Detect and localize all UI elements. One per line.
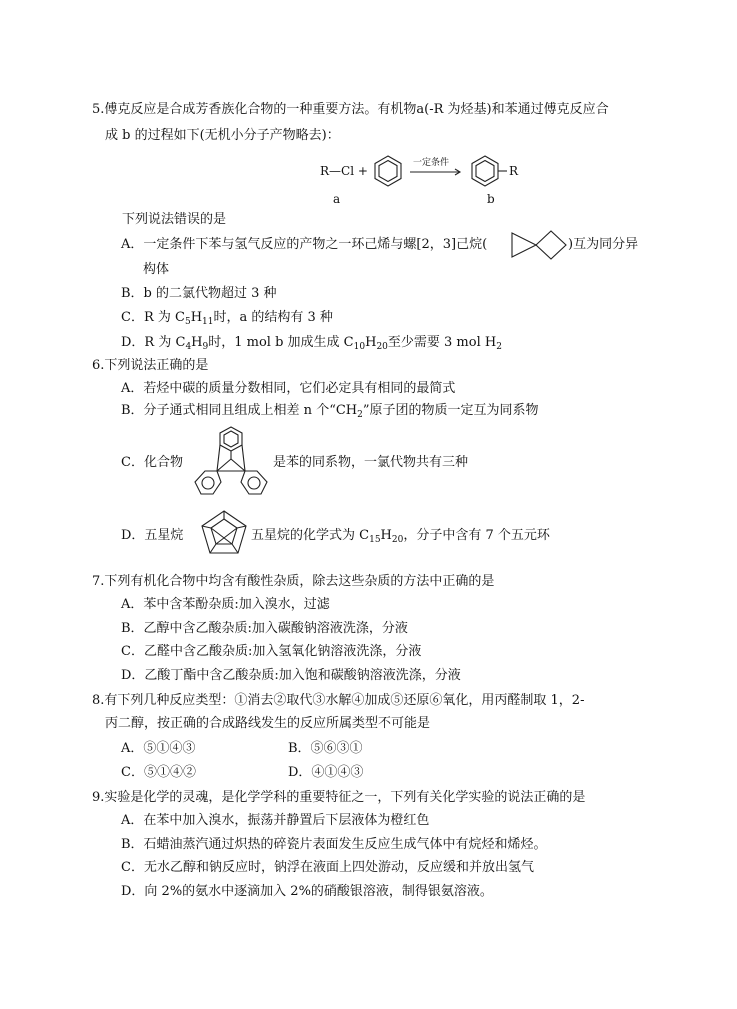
q9-option-b: B．石蜡油蒸汽通过炽热的碎瓷片表面发生反应生成气体中有烷烃和烯烃。	[121, 837, 547, 852]
reaction-condition: 一定条件	[413, 158, 450, 168]
q9-stem: 9.实验是化学的灵魂，是化学学科的重要特征之一，下列有关化学实验的说法正确的是	[92, 790, 586, 805]
q5-c-sub2: 11	[202, 317, 214, 327]
q6-option-d	[251, 527, 550, 545]
q5-c-mid: H	[190, 310, 203, 325]
q5-option-a-cont: 构体	[143, 262, 170, 277]
q6-b-pre: B．分子通式相同且组成上相差 n 个“CH	[121, 403, 358, 418]
q8-stem-line1: 8.有下列几种反应类型：①消去②取代③水解④加成⑤还原⑥氧化，用丙醛制取 1，2-	[92, 693, 585, 708]
q5-d-mid: H	[191, 335, 203, 350]
q5-d-sub4: 20	[376, 342, 388, 352]
q6-d-pre: 五星烷的化学式为 C	[251, 528, 370, 543]
q5-reactant-text: R—Cl +	[320, 164, 368, 178]
q5-d-post: 至少需要 3 mol H	[387, 335, 497, 350]
q6-option-b	[121, 402, 539, 420]
q6-d-sub1: 15	[369, 535, 381, 545]
product-substituent: R	[509, 164, 519, 178]
q8-option-d: D．④①④③	[288, 765, 364, 780]
q6-option-c-post: 是苯的同系物，一氯代物共有三种	[273, 455, 469, 470]
q8-option-c: C．⑤①④②	[121, 765, 196, 780]
q5-stem-line2: 成 b 的过程如下(无机小分子产物略去)：	[105, 128, 340, 143]
q5-d-pre: D．R 为 C	[121, 335, 186, 350]
q9-option-d: D．向 2%的氨水中逐滴加入 2%的硝酸银溶液，制得银氨溶液。	[121, 884, 493, 899]
q8-option-b: B．⑤⑥③①	[288, 741, 363, 756]
q5-option-d	[121, 334, 502, 352]
q6-option-c-pre: C．化合物	[121, 455, 183, 470]
q5-c-sub1: 5	[184, 317, 191, 327]
q7-option-c: C．乙醛中含乙酸杂质:加入氢氧化钠溶液洗涤，分液	[121, 644, 422, 659]
q7-option-b: B．乙醇中含乙酸杂质:加入碳酸钠溶液洗涤，分液	[121, 621, 408, 636]
reaction-arrow	[410, 167, 465, 177]
q7-option-d: D．乙酸丁酯中含乙酸杂质:加入饱和碳酸钠溶液洗涤，分液	[121, 668, 461, 683]
q6-stem: 6.下列说法正确的是	[92, 358, 209, 373]
q6-d-sub2: 20	[391, 535, 404, 545]
benzene-ring-product	[467, 153, 507, 193]
label-b: b	[487, 192, 495, 206]
q6-b-sub: 2	[357, 410, 363, 420]
q5-d-sub1: 4	[185, 342, 192, 352]
q5-option-a-post: )互为同分异	[568, 237, 639, 252]
label-a: a	[333, 192, 341, 206]
q5-option-b: B．b 的二氯代物超过 3 种	[121, 286, 277, 301]
q8-stem-line2: 丙二醇，按正确的合成路线发生的反应所属类型不可能是	[105, 716, 431, 731]
q7-option-a: A．苯中含苯酚杂质:加入溴水，过滤	[121, 597, 330, 612]
benzene-ring-reactant	[370, 153, 410, 193]
q5-d-sub3: 10	[353, 342, 366, 352]
q7-stem: 7.下列有机化合物中均含有酸性杂质，除去这些杂质的方法中正确的是	[92, 574, 495, 589]
q5-d-sub5: 2	[496, 342, 502, 352]
q6-option-a: A．若烃中碳的质量分数相同，它们必定具有相同的最简式	[121, 381, 456, 396]
q5-prompt: 下列说法错误的是	[122, 212, 227, 227]
q6-option-d-pre: D．五星烷	[121, 528, 184, 543]
q5-d-mid2: 时，1 mol b 加成生成 C	[208, 335, 354, 350]
q6-b-post: ”原子团的物质一定互为同系物	[362, 403, 539, 418]
triptycene-structure	[189, 425, 273, 503]
q6-d-post: ，分子中含有 7 个五元环	[403, 528, 550, 543]
q6-d-mid: H	[380, 528, 392, 543]
q5-stem-line1: 5.傅克反应是合成芳香族化合物的一种重要方法。有机物a(-R 为烃基)和苯通过傅克反应合	[92, 102, 609, 117]
q5-d-sub2: 9	[202, 342, 209, 352]
pentastar-alkane-structure	[199, 509, 249, 557]
q5-c-pre: C．R 为 C	[121, 310, 185, 325]
q9-option-a: A．在苯中加入溴水，振荡并静置后下层液体为橙红色	[121, 813, 430, 828]
q8-option-a: A．⑤①④③	[121, 741, 196, 756]
q5-option-c	[121, 309, 333, 327]
q5-c-post: 时，a 的结构有 3 种	[213, 310, 333, 325]
spiro-hexane-structure	[510, 229, 570, 261]
q5-option-a-pre: A．一定条件下苯与氢气反应的产物之一环己烯与螺[2，3]己烷(	[121, 237, 488, 252]
q9-option-c: C．无水乙醇和钠反应时，钠浮在液面上四处游动，反应缓和并放出氢气	[121, 860, 534, 875]
q5-d-mid3: H	[365, 335, 377, 350]
